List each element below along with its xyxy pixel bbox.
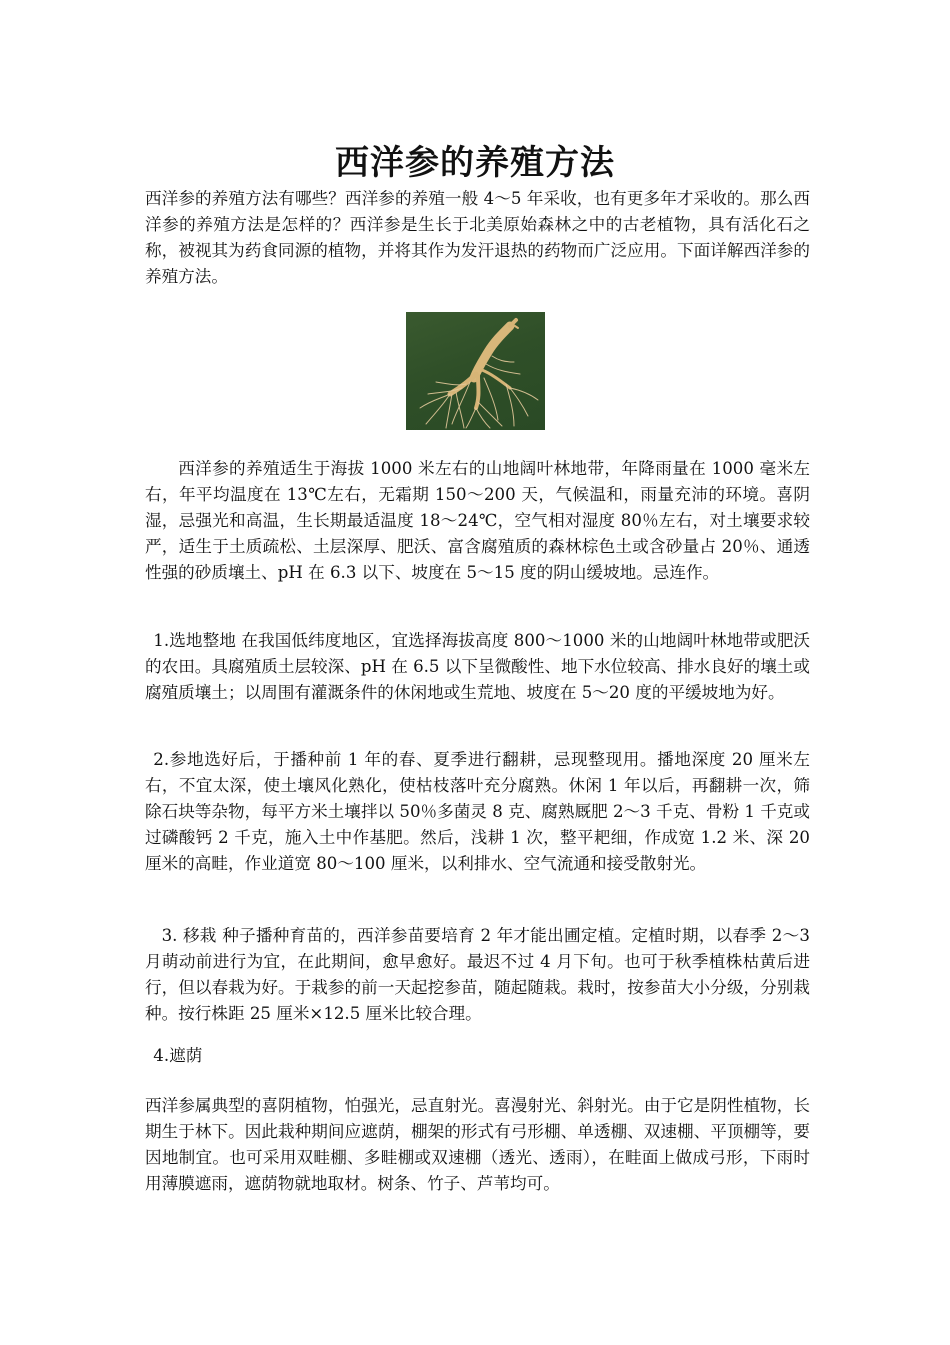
step2-paragraph [145,747,810,877]
intro-paragraph: 西洋参的养殖方法有哪些？西洋参的养殖一般 4～5 年采收，也有更多年才采收的。那么西洋参的养殖方法是怎样的？西洋参是生长于北美原始森林之中的古老植物，具有活化石之称，被视其为药食同源的植物，并将其作为发汗退热的药物而广泛应用。下面详解西洋参的养殖方法。 [145,189,810,286]
ginseng-root-illustration [406,312,545,430]
step1-paragraph [145,628,810,706]
step4-text: 4.遮荫 [153,1046,203,1065]
page-title: 西洋参的养殖方法 [335,142,615,183]
shade-paragraph: 西洋参属典型的喜阴植物，怕强光，忌直射光。喜漫射光、斜射光。由于它是阴性植物，长期生于林下。因此栽种期间应遮荫，棚架的形式有弓形棚、单透棚、双速棚、平顶棚等，要因地制宜。也可采用双畦棚、多畦棚或双速棚（透光、透雨），在畦面上做成弓形，下雨时用薄膜遮雨，遮荫物就地取材。树条、竹子、芦苇均可。 [145,1096,810,1193]
step1-text: 1.选地整地 在我国低纬度地区，宜选择海拔高度 800～1000 米的山地阔叶林地带或肥沃的农田。具腐殖质土层较深、pH 在 6.5 以下呈微酸性、地下水位较高、排水良好的壤土或腐殖质壤土；以周围有灌溉条件的休闲地或生荒地、坡度在 5～20 度的平缓坡地为好。 [145,631,810,702]
climate-text: 西洋参的养殖适生于海拔 1000 米左右的山地阔叶林地带，年降雨量在 1000 毫米左右，年平均温度在 13℃左右，无霜期 150～200 天，气候温和，雨量充沛的环境。喜阴湿，忌强光和高温，生长期最适温度 18～24℃，空气相对湿度 80％左右，对土壤要求较严，适生于土质疏松、土层深厚、肥沃、富含腐殖质的森林棕色土或含砂量占 20％、通透性强的砂质壤土、pH 在 6.3 以下、坡度在 5～15 度的阴山缓坡地。忌连作。 [145,459,810,582]
step2-text: 2.参地选好后，于播种前 1 年的春、夏季进行翻耕，忌现整现用。播地深度 20 厘米左右，不宜太深，使土壤风化熟化，使枯枝落叶充分腐熟。休闲 1 年以后，再翻耕一次，筛除石块等杂物，每平方米土壤拌以 50％多菌灵 8 克、腐熟厩肥 2～3 千克、骨粉 1 千克或过磷酸钙 2 千克，施入土中作基肥。然后，浅耕 1 次，整平耙细，作成宽 1.2 米、深 20 厘米的高畦，作业道宽 80～100 厘米，以利排水、空气流通和接受散射光。 [145,750,810,873]
step4-heading [145,1043,810,1069]
step3-text: 3. 移栽 种子播种育苗的，西洋参苗要培育 2 年才能出圃定植。定植时期，以春季 2～3 月萌动前进行为宜，在此期间，愈早愈好。最迟不过 4 月下旬。也可于秋季植株枯黄后进行，但以春栽为好。于栽参的前一天起挖参苗，随起随栽。栽时，按参苗大小分级，分别栽种。按行株距 25 厘米×12.5 厘米比较合理。 [145,926,810,1023]
ginseng-root-image [406,312,545,430]
step3-paragraph [145,923,810,1027]
climate-paragraph [145,456,810,586]
